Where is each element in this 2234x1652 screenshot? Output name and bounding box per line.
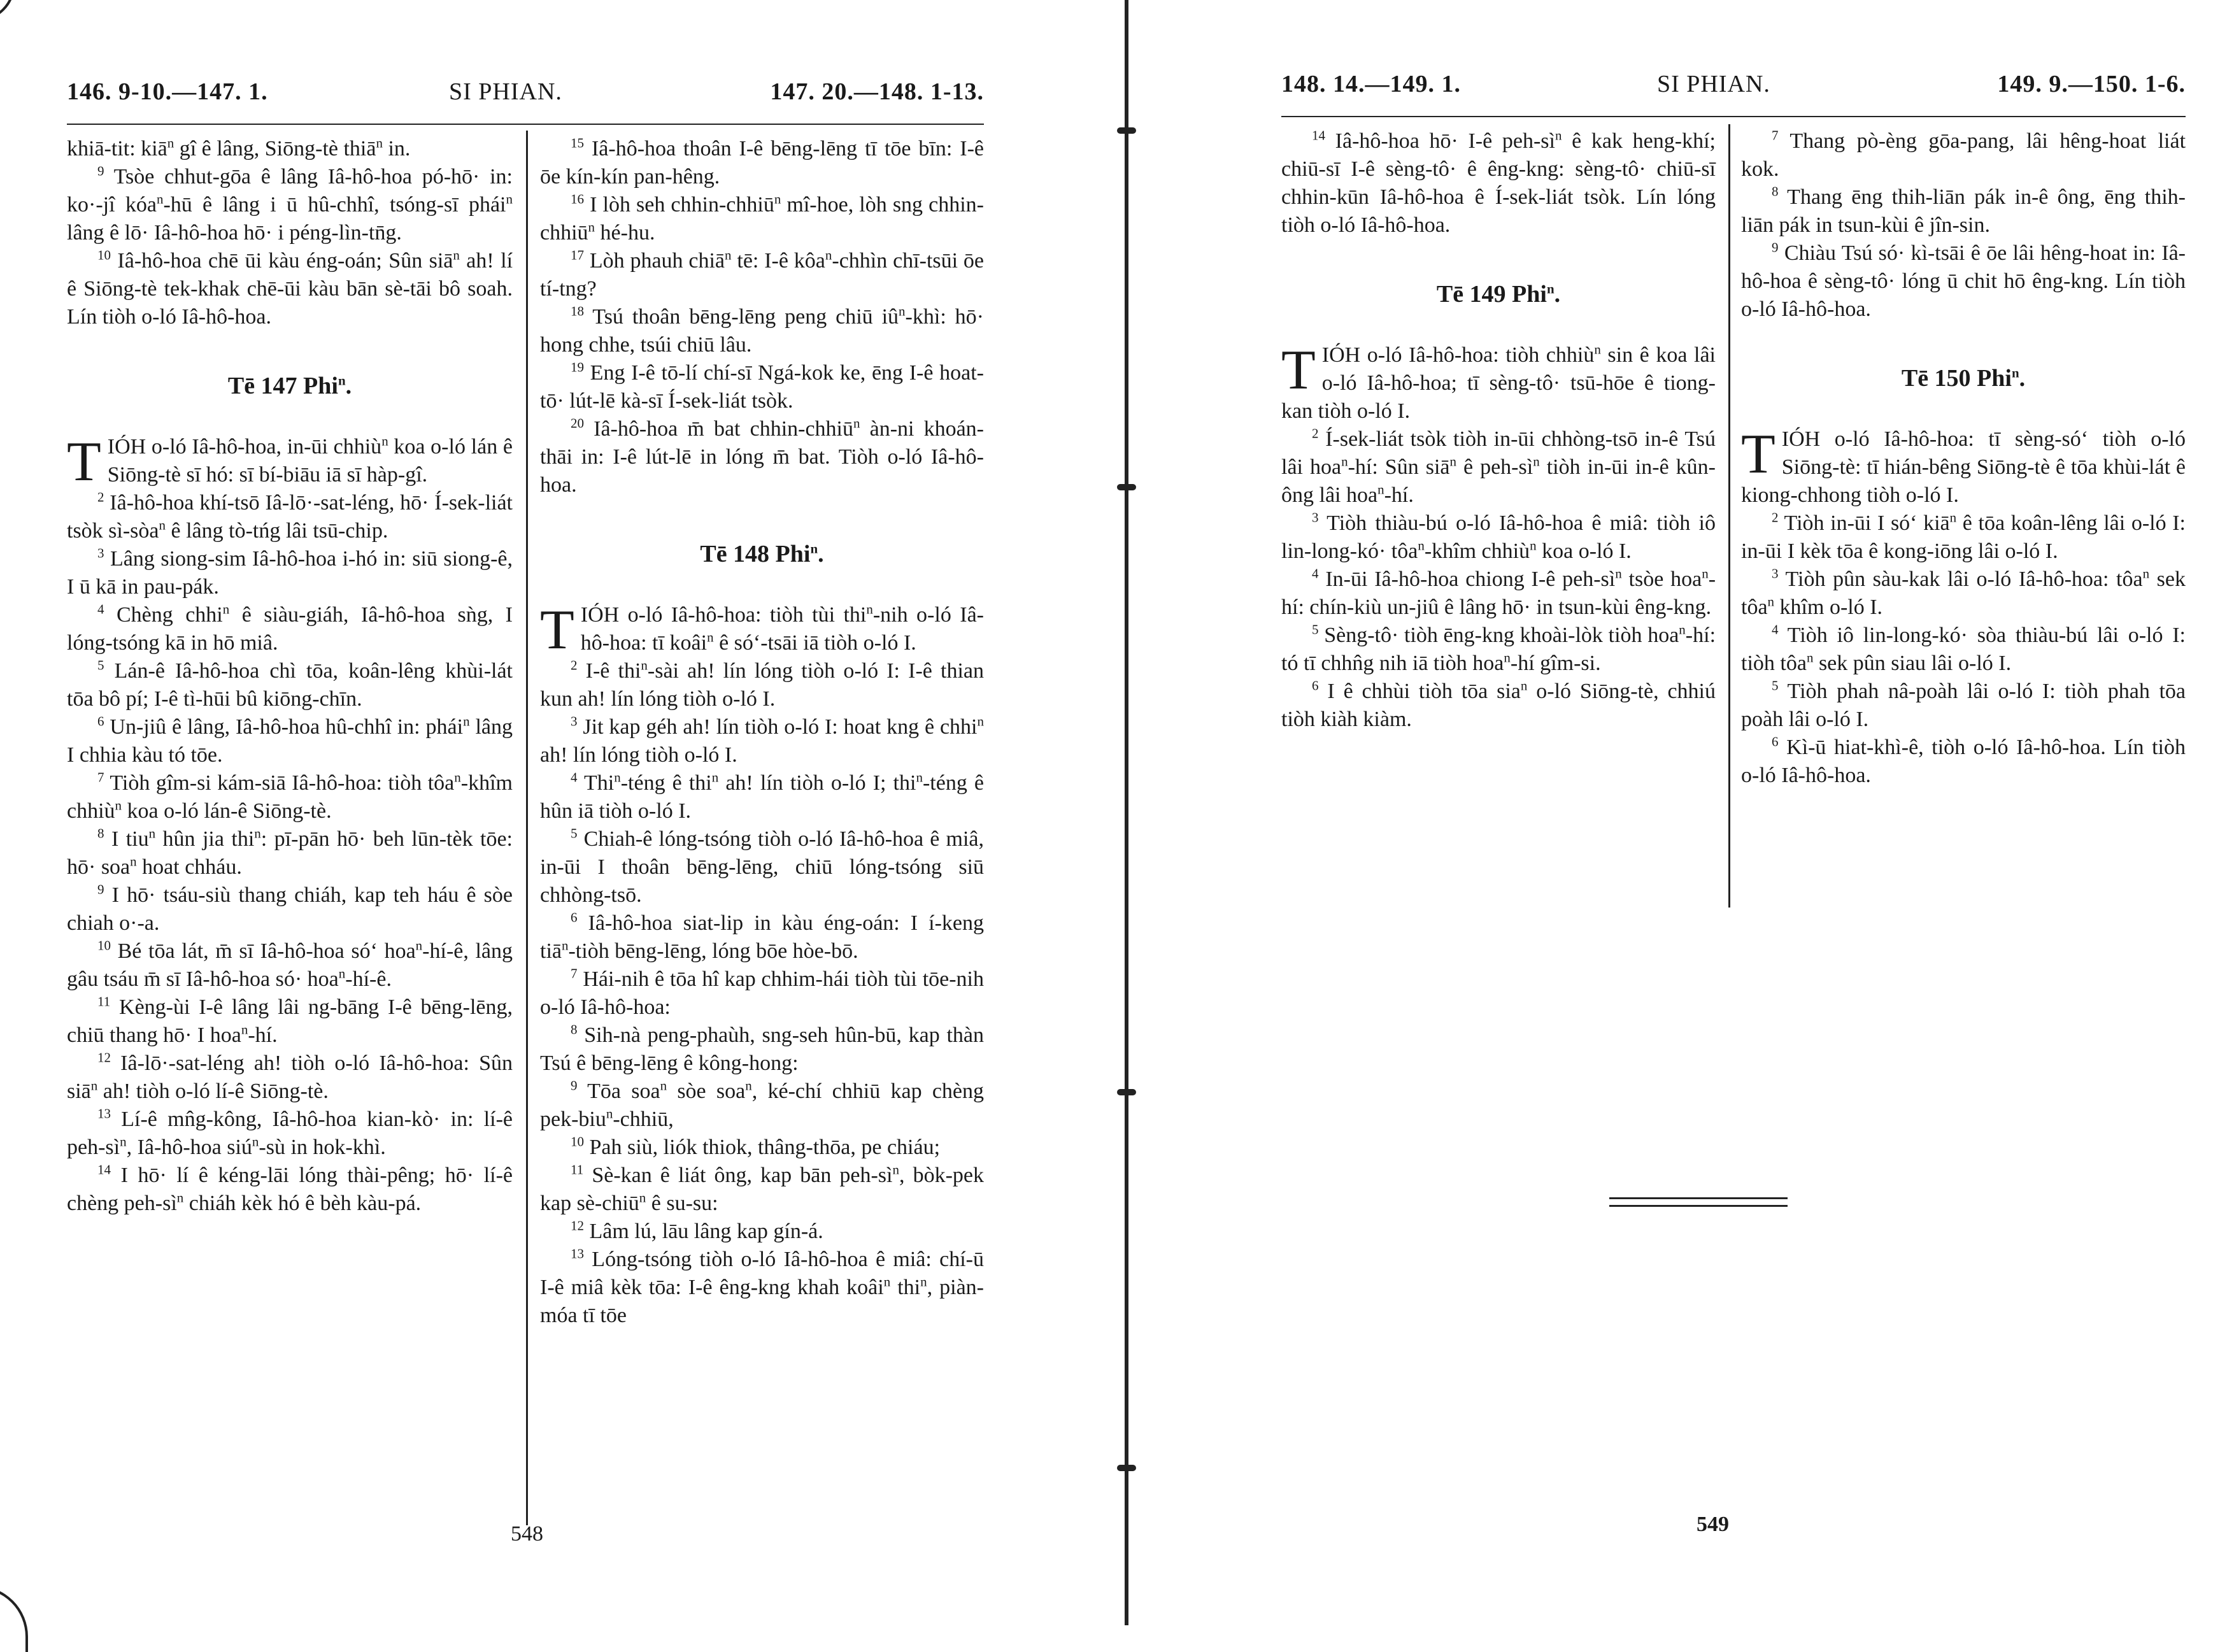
verse-number: 15	[571, 135, 584, 151]
verse-paragraph	[540, 769, 984, 825]
verse-text: Kì-ū hiat-khì-ê, tiòh o-ló Iâ-hô-hoa. Lín tiòh o-ló Iâ-hô-hoa.	[1741, 736, 2186, 787]
verse-text: I hō· lí ê kéng-lāi lóng thài-pêng; hō· lí-ê chèng peh-$sì^n$ chiáh kèk hó ê bèh kàu-pá.	[67, 1164, 513, 1215]
verse-paragraph	[1281, 425, 1716, 509]
verse-number: 19	[571, 359, 584, 375]
verse-text: In-ūi Iâ-hô-hoa chiong I-ê peh-$sì^n$ tsòe hoa$^n$-hí: chín-kiù un-jiû ê lâng hō· in tsun-kùi êng-kng.	[1281, 566, 1716, 619]
verse-text: Bé tōa lát, m̄ sī Iâ-hô-hoa sóʻ hoa$^n$-hí-ê, lâng gâu tsáu m̄ sī Iâ-hô-hoa só· hoa$^n$-hí-ê.	[67, 937, 513, 991]
verse-text: I lòh seh chhin-chhiū$^n$ mî-hoe, lòh sng chhin-chhiū$^n$ hé-hu.	[540, 191, 984, 245]
verse-number: 16	[571, 191, 584, 207]
verse-number: 5	[1772, 678, 1779, 694]
verse-text: Tiòh phah nâ-poàh lâi o-ló I: tiòh phah tōa poàh lâi o-ló I.	[1741, 680, 2186, 731]
verse-text: Sih-nà peng-phaùh, sng-seh hûn-bū, kap thàn Tsú ê bēng-lēng ê kông-hong:	[540, 1023, 984, 1075]
verse-paragraph	[67, 937, 513, 993]
verse-paragraph	[67, 993, 513, 1050]
verse-number: 4	[97, 601, 104, 617]
verse-number: 4	[1772, 622, 1779, 637]
verse-paragraph	[1741, 127, 2186, 183]
verse-number: 2	[571, 657, 578, 673]
verse-number: 8	[97, 825, 104, 841]
verse-paragraph	[1741, 734, 2186, 790]
verse-paragraph	[540, 1218, 984, 1246]
verse-paragraph	[1741, 509, 2186, 566]
verse-paragraph	[67, 657, 513, 713]
verse-text: Tsú thoân bēng-lēng peng chiū $iû^n$-khì: hō· hong chhe, tsúi chiū lâu.	[540, 303, 984, 357]
verse-paragraph	[540, 247, 984, 303]
chapter-title: Tē 149 Phi$^n$.	[1436, 281, 1561, 308]
verse-number: 9	[571, 1078, 578, 1093]
header-rule	[67, 124, 984, 125]
verse-text: Un-jiû ê lâng, Iâ-hô-hoa hû-chhî in: phái$^n$ lâng I chhia kàu tó tōe.	[67, 713, 513, 767]
column-divider	[1728, 124, 1730, 908]
verse-text: khiā-tit: kiā$^n$ gî ê lâng, Siōng-tè thiā$^n$ in.	[67, 135, 411, 160]
verse-text: I tiu$^n$ hûn jia thi$^n$: pī-pān hō· beh lūn-tèk tōe: hō· soa$^n$ hoat chháu.	[67, 825, 513, 879]
header-verse-range-left: 148. 14.—149. 1.	[1281, 71, 1461, 97]
text-column-2	[1741, 127, 2186, 790]
verse-text: Lán-ê Iâ-hô-hoa chì tōa, koân-lêng khùi-lát tōa bô pí; I-ê tì-hūi bû kiōng-chīn.	[67, 659, 513, 711]
verse-paragraph	[540, 713, 984, 769]
verse-text: Jit kap géh ah! lín tiòh o-ló I: hoat kng ê chhi$^n$ ah! lín lóng tiòh o-ló I.	[540, 713, 984, 767]
verse-number: 10	[97, 247, 111, 263]
verse-number: 11	[97, 993, 111, 1009]
verse-paragraph	[67, 1162, 513, 1218]
header-verse-range-right: 149. 9.—150. 1-6.	[1997, 71, 2186, 97]
verse-text: Iâ-hô-hoa chē ūi kàu éng-oán; Sûn siā$^n$ ah! lí ê Siōng-tè tek-khak chē-ūi kàu bān sè-tāi bô soah. Lín tiòh o-ló Iâ-hô-hoa.	[67, 247, 513, 329]
verse-number: 13	[571, 1246, 584, 1262]
verse-text: Hái-nih ê tōa hî kap chhim-hái tiòh tùi tōe-nih o-ló Iâ-hô-hoa:	[540, 967, 984, 1019]
right-page	[1128, 0, 2234, 1625]
verse-number: 11	[571, 1162, 584, 1178]
verse-text: Thang pò-èng gōa-pang, lâi hêng-hoat liát kok.	[1741, 129, 2186, 181]
verse-paragraph	[67, 163, 513, 247]
verse-text: Lóng-tsóng tiòh o-ló Iâ-hô-hoa ê miâ: chí-ū I-ê miâ kèk tōa: I-ê êng-kng khah koâi$^n$ thi$^n$, piàn-móa tī tōe	[540, 1248, 985, 1327]
verse-text: IÓH o-ló Iâ-hô-hoa: tiòh tùi thi$^n$-nih o-ló Iâ-hô-hoa: tī koâi$^n$ ê sóʻ-tsāi iā tiòh o-ló I.	[580, 601, 984, 655]
verse-text: Thang ēng thih-liān pák in-ê ông, ēng thih-liān pák in tsun-kùi ê jîn-sin.	[1741, 185, 2186, 237]
verse-number: 9	[97, 163, 104, 179]
verse-paragraph	[1741, 622, 2186, 678]
verse-paragraph	[540, 359, 984, 415]
verse-paragraph	[1741, 183, 2186, 239]
verse-text: Chiah-ê lóng-tsóng tiòh o-ló Iâ-hô-hoa ê miâ, in-ūi I thoân bēng-lēng, chiū lóng-tsóng siū chhòng-tsō.	[540, 827, 984, 907]
drop-cap: T	[1281, 339, 1316, 401]
verse-paragraph	[1741, 239, 2186, 324]
page-header	[1281, 70, 2186, 106]
chapter-title: Tē 150 Phi$^n$.	[1901, 365, 2026, 392]
verse-text: Lòh phauh chiā$^n$ tē: I-ê kôa$^n$-chhìn chī-tsūi ōe tí-tng?	[540, 247, 984, 301]
verse-text: Lâng siong-sim Iâ-hô-hoa i-hó in: siū siong-ê, I ū kā in pau-pák.	[67, 547, 513, 599]
verse-number: 5	[571, 825, 578, 841]
verse-text: IÓH o-ló Iâ-hô-hoa, in-ūi chhiù$^n$ koa o-ló lán ê Siōng-tè sī hó: sī bí-biāu iā sī hàp-gî.	[107, 433, 513, 487]
verse-text: Iâ-hô-hoa khí-tsō Iâ-lō·-sat-léng, hō· Í-sek-liát tsòk sì-sòa$^n$ ê lâng tò-tńg lâi tsū-chip.	[67, 491, 513, 543]
end-of-book-rule	[1609, 1205, 1788, 1207]
verse-paragraph	[1741, 678, 2186, 734]
verse-paragraph	[1281, 127, 1716, 239]
verse-text: Í-sek-liát tsòk tiòh in-ūi chhòng-tsō in-ê Tsú lâi hoa$^n$-hí: Sûn siā$^n$ ê peh-$sì^n$ tiòh in-ūi in-ê kûn-ông lâi hoa$^n$-hí.	[1281, 427, 1716, 507]
verse-text: Tōa soa$^n$ sòe soa$^n$, ké-chí chhiū kap chèng pek-biu$^n$-chhiū,	[540, 1078, 984, 1131]
page-number: 548	[511, 1522, 543, 1546]
verse-text: Iâ-hô-hoa m̄ bat chhin-chhiū$^n$ àn-ni khoán-thāi in: I-ê lút-lē in lóng m̄ bat. Tiòh o-ló Iâ-hô-hoa.	[540, 415, 985, 497]
verse-paragraph	[540, 657, 984, 713]
column-divider	[526, 131, 528, 1525]
verse-text: Tsòe chhut-gōa ê lâng Iâ-hô-hoa pó-hō· in: ko·-jî kóa$^n$-hū ê lâng i ū hû-chhî, tsóng-sī phái$^n$ lâng ê lō· Iâ-hô-hoa hō· i péng-lìn-tn̄g.	[67, 165, 513, 245]
header-verse-range-right: 147. 20.—148. 1-13.	[770, 78, 984, 105]
verse-number: 4	[1312, 566, 1319, 581]
verse-paragraph	[1741, 566, 2186, 622]
verse-paragraph	[1281, 341, 1716, 425]
verse-paragraph	[540, 1134, 984, 1162]
verse-paragraph	[67, 545, 513, 601]
verse-text: Pah siù, liók thiok, thâng-thōa, pe chiáu;	[589, 1136, 941, 1159]
verse-number: 12	[97, 1050, 111, 1065]
verse-text: Tiòh iô lin-long-kó· sòa thiàu-bú lâi o-ló I: tiòh tôa$^n$ sek pûn siau lâi o-ló I.	[1741, 623, 2186, 675]
verse-text: Lí-ê mn̂g-kông, Iâ-hô-hoa kian-kò· in: lí-ê peh-$sì^n$, Iâ-hô-hoa siú$^n$-sù in hok-khì.	[67, 1107, 513, 1159]
verse-number: 20	[571, 415, 584, 431]
verse-paragraph	[67, 713, 513, 769]
verse-number: 6	[571, 909, 578, 925]
verse-text: Tiòh gîm-si kám-siā Iâ-hô-hoa: tiòh tôa$^n$-khîm chhiù$^n$ koa o-ló lán-ê Siōng-tè.	[67, 769, 513, 823]
verse-paragraph	[540, 415, 984, 499]
verse-number: 9	[97, 881, 104, 897]
drop-cap: T	[1741, 424, 1775, 485]
verse-paragraph	[67, 135, 513, 163]
verse-paragraph	[1281, 566, 1716, 622]
verse-text: Thi$^n$-téng ê thi$^n$ ah! lín tiòh o-ló I; thi$^n$-téng ê hûn iā tiòh o-ló I.	[540, 769, 984, 823]
verse-number: 2	[1772, 509, 1779, 525]
text-column-1	[1281, 127, 1716, 734]
verse-paragraph	[540, 1162, 984, 1218]
verse-paragraph	[540, 135, 984, 191]
verse-text: IÓH o-ló Iâ-hô-hoa: tiòh chhiù$^n$ sin ê koa lâi o-ló Iâ-hô-hoa; tī sèng-tô· tsū-hōe ê tiong-kan tiòh o-ló I.	[1281, 341, 1716, 423]
verse-number: 8	[1772, 183, 1779, 199]
verse-text: I ê chhùi tiòh tōa sia$^n$ o-ló Siōng-tè, chhiú tiòh kiàh kiàm.	[1281, 678, 1716, 731]
verse-paragraph	[540, 1246, 984, 1330]
verse-paragraph	[67, 1050, 513, 1106]
header-rule	[1281, 116, 2186, 117]
verse-paragraph	[67, 431, 513, 493]
verse-number: 4	[571, 769, 578, 785]
page-header	[67, 78, 984, 113]
verse-number: 2	[1312, 425, 1319, 441]
verse-text: Chiàu Tsú só· kì-tsāi ê ōe lâi hêng-hoat in: Iâ-hô-hoa ê sèng-tô· lóng ū chit hō êng-kng. Lín tiòh o-ló Iâ-hô-hoa.	[1741, 241, 2186, 321]
verse-paragraph	[67, 769, 513, 825]
verse-paragraph	[1281, 622, 1716, 678]
text-column-1	[67, 135, 513, 1218]
verse-number: 5	[97, 657, 104, 673]
verse-paragraph	[1741, 425, 2186, 509]
verse-paragraph	[67, 601, 513, 657]
verse-number: 14	[97, 1162, 111, 1178]
verse-number: 3	[1312, 509, 1319, 525]
verse-text: Iâ-hô-hoa siat-lip in kàu éng-oán: I í-keng tiā$^n$-tiòh bēng-lēng, lóng bōe hòe-bō.	[540, 911, 985, 963]
verse-number: 7	[97, 769, 104, 785]
text-column-2	[540, 135, 984, 1330]
header-book-title: SI PHIAN.	[1657, 71, 1770, 97]
header-book-title: SI PHIAN.	[449, 78, 562, 105]
verse-text: Sè-kan ê liát ông, kap bān peh-$sì^n$, bòk-pek kap sè-chiū$^n$ ê su-su:	[540, 1162, 984, 1215]
verse-text: Tiòh in-ūi I sóʻ kiā$^n$ ê tōa koân-lêng lâi o-ló I: in-ūi I kèk tōa ê kong-iōng lâi o-ló I.	[1741, 509, 2186, 563]
verse-paragraph	[67, 881, 513, 937]
verse-text: Iâ-lō·-sat-léng ah! tiòh o-ló Iâ-hô-hoa: Sûn siā$^n$ ah! tiòh o-ló lí-ê Siōng-tè.	[67, 1051, 513, 1103]
verse-text: Iâ-hô-hoa hō· I-ê peh-$sì^n$ ê kak heng-khí; chiū-sī I-ê sèng-tô· ê êng-kng: sèng-tô· chiū-sī chhin-kūn Iâ-hô-hoa ê Í-sek-liát tsòk. Lín lóng tiòh o-ló Iâ-hô-hoa.	[1281, 127, 1716, 237]
verse-paragraph	[540, 965, 984, 1022]
verse-number: 5	[1312, 622, 1319, 637]
verse-text: Eng I-ê tō-lí chí-sī Ngá-kok ke, ēng I-ê hoat-tō· lút-lē kà-sī Í-sek-liát tsòk.	[540, 361, 984, 413]
verse-paragraph	[540, 825, 984, 909]
verse-text: Kèng-ùi I-ê lâng lâi ng-bāng I-ê bēng-lēng, chiū thang hō· I hoa$^n$-hí.	[67, 995, 513, 1047]
header-verse-range-left: 146. 9-10.—147. 1.	[67, 78, 268, 105]
verse-paragraph	[1281, 678, 1716, 734]
verse-number: 7	[571, 965, 578, 981]
chapter-title: Tē 147 Phi$^n$.	[227, 373, 352, 399]
verse-number: 6	[97, 713, 104, 729]
verse-number: 10	[97, 937, 111, 953]
verse-text: Chèng chhi$^n$ ê siàu-giáh, Iâ-hô-hoa sǹg, I lóng-tsóng kā in hō miâ.	[67, 601, 513, 655]
verse-paragraph	[540, 191, 984, 247]
verse-text: I hō· tsáu-siù thang chiáh, kap teh háu ê sòe chiah o·-a.	[67, 883, 513, 935]
page-number: 549	[1697, 1513, 1729, 1536]
verse-number: 6	[1312, 678, 1319, 694]
verse-paragraph	[540, 599, 984, 661]
verse-number: 3	[571, 713, 578, 729]
verse-text: Lâm lú, lāu lâng kap gín-á.	[589, 1220, 823, 1243]
verse-number: 13	[97, 1106, 111, 1122]
verse-number: 3	[1772, 566, 1779, 581]
verse-number: 7	[1772, 127, 1779, 143]
verse-number: 6	[1772, 734, 1779, 750]
verse-paragraph	[540, 303, 984, 359]
verse-number: 10	[571, 1134, 584, 1150]
chapter-title: Tē 148 Phi$^n$.	[700, 541, 824, 567]
verse-text: Sèng-tô· tiòh ēng-kng khoài-lòk tiòh hoa$^n$-hí: tó tī chhn̂g nih iā tiòh hoa$^n$-hí gîm-si.	[1281, 622, 1716, 675]
verse-paragraph	[67, 1106, 513, 1162]
verse-text: Tiòh pûn sàu-kak lâi o-ló Iâ-hô-hoa: tôa$^n$ sek tôa$^n$ khîm o-ló I.	[1741, 566, 2186, 619]
verse-number: 18	[571, 303, 584, 319]
verse-text: I-ê thi$^n$-sài ah! lín lóng tiòh o-ló I: I-ê thian kun ah! lín lóng tiòh o-ló I.	[540, 657, 984, 711]
verse-paragraph	[67, 247, 513, 331]
verse-paragraph	[67, 489, 513, 545]
verse-number: 8	[571, 1022, 578, 1037]
verse-text: Tiòh thiàu-bú o-ló Iâ-hô-hoa ê miâ: tiòh iô lin-long-kó· tôa$^n$-khîm chhiù$^n$ koa o-ló I.	[1281, 511, 1716, 563]
verse-paragraph	[540, 1022, 984, 1078]
verse-number: 17	[571, 247, 584, 263]
left-page	[0, 0, 1125, 1625]
verse-number: 14	[1312, 127, 1325, 143]
drop-cap: T	[67, 431, 101, 493]
verse-number: 3	[97, 545, 104, 561]
verse-paragraph	[1281, 509, 1716, 566]
verse-paragraph	[67, 825, 513, 881]
end-of-book-rule	[1609, 1197, 1788, 1199]
verse-number: 2	[97, 489, 104, 505]
verse-text: IÓH o-ló Iâ-hô-hoa: tī sèng-sóʻ tiòh o-ló Siōng-tè: tī hián-bêng Siōng-tè ê tōa khùi-lát ê kiong-chhong tiòh o-ló I.	[1741, 427, 2186, 507]
verse-paragraph	[540, 909, 984, 965]
verse-number: 9	[1772, 239, 1779, 255]
verse-text: Iâ-hô-hoa thoân I-ê bēng-lēng tī tōe bīn: I-ê ōe kín-kín pan-hêng.	[540, 137, 984, 189]
verse-number: 12	[571, 1218, 584, 1234]
drop-cap: T	[540, 599, 574, 661]
verse-paragraph	[540, 1078, 984, 1134]
